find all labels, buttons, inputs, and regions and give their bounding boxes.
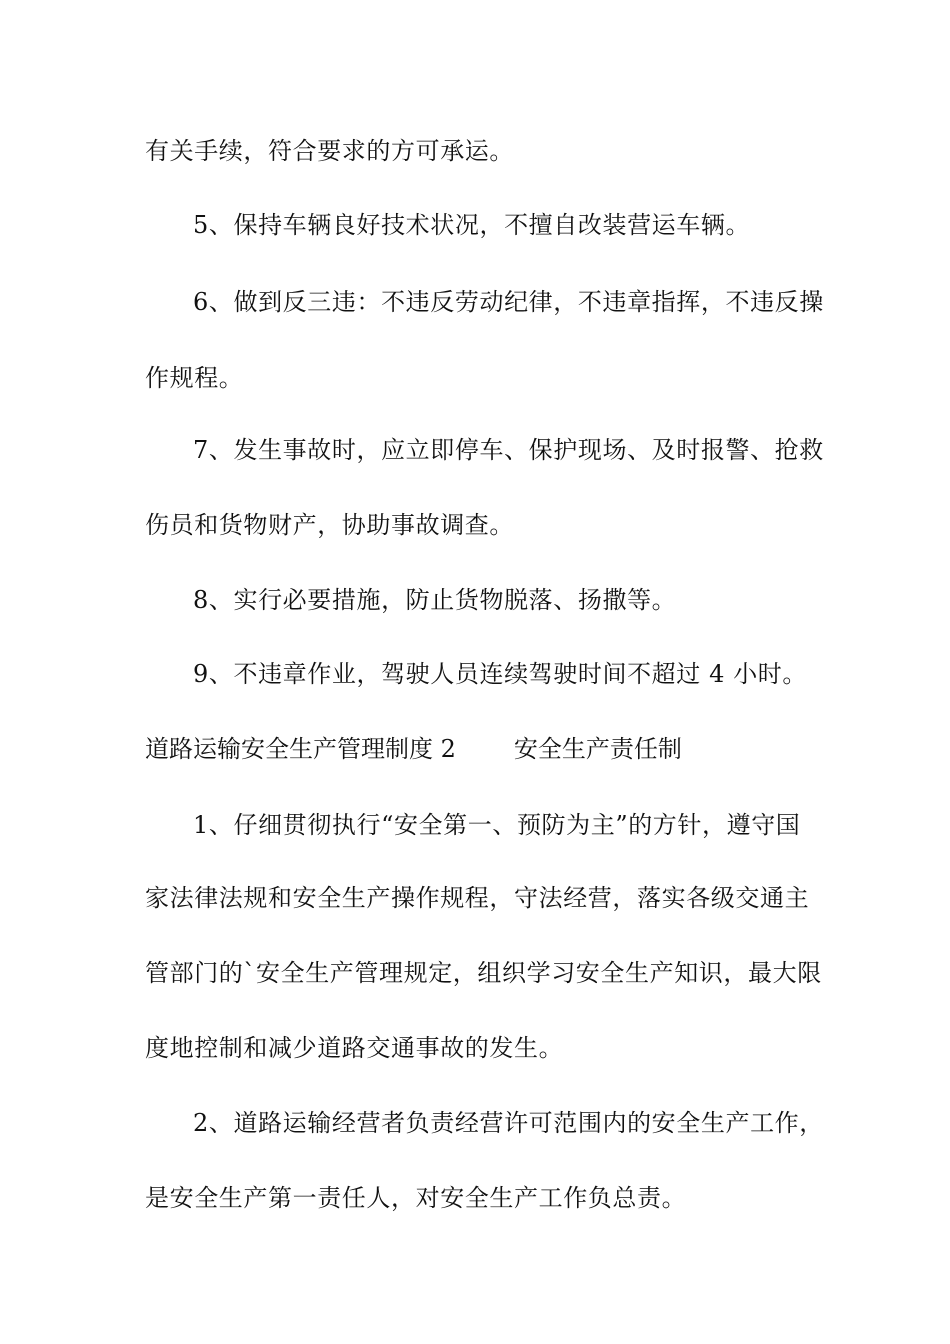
list-item-2: 2、道路运输经营者负责经营许可范围内的安全生产工作， <box>193 1109 824 1137</box>
list-item-1: 1、仔细贯彻执行“安全第一、预防为主”的方针，遵守国 <box>193 811 801 839</box>
body-line: 是安全生产第一责任人，对安全生产工作负总责。 <box>145 1184 687 1212</box>
body-line: 管部门的`安全生产管理规定，组织学习安全生产知识，最大限 <box>145 959 822 987</box>
list-item-7: 7、发生事故时，应立即停车、保护现场、及时报警、抢救 <box>193 436 824 464</box>
section-heading-title: 道路运输安全生产管理制度 2 <box>145 735 456 763</box>
body-line: 家法律法规和安全生产操作规程，守法经营，落实各级交通主 <box>145 884 810 912</box>
body-line: 有关手续，符合要求的方可承运。 <box>145 137 514 165</box>
body-line: 作规程。 <box>145 364 244 392</box>
list-item-6: 6、做到反三违：不违反劳动纪律，不违章指挥，不违反操 <box>193 288 824 316</box>
list-item-8: 8、实行必要措施，防止货物脱落、扬撒等。 <box>193 586 677 614</box>
body-line: 伤员和货物财产，协助事故调查。 <box>145 511 514 539</box>
list-item-9: 9、不违章作业，驾驶人员连续驾驶时间不超过 4 小时。 <box>193 660 807 688</box>
body-line: 度地控制和减少道路交通事故的发生。 <box>145 1034 564 1062</box>
list-item-5: 5、保持车辆良好技术状况，不擅自改装营运车辆。 <box>193 211 751 239</box>
section-heading <box>145 733 682 765</box>
section-heading-subtitle: 安全生产责任制 <box>513 735 682 763</box>
